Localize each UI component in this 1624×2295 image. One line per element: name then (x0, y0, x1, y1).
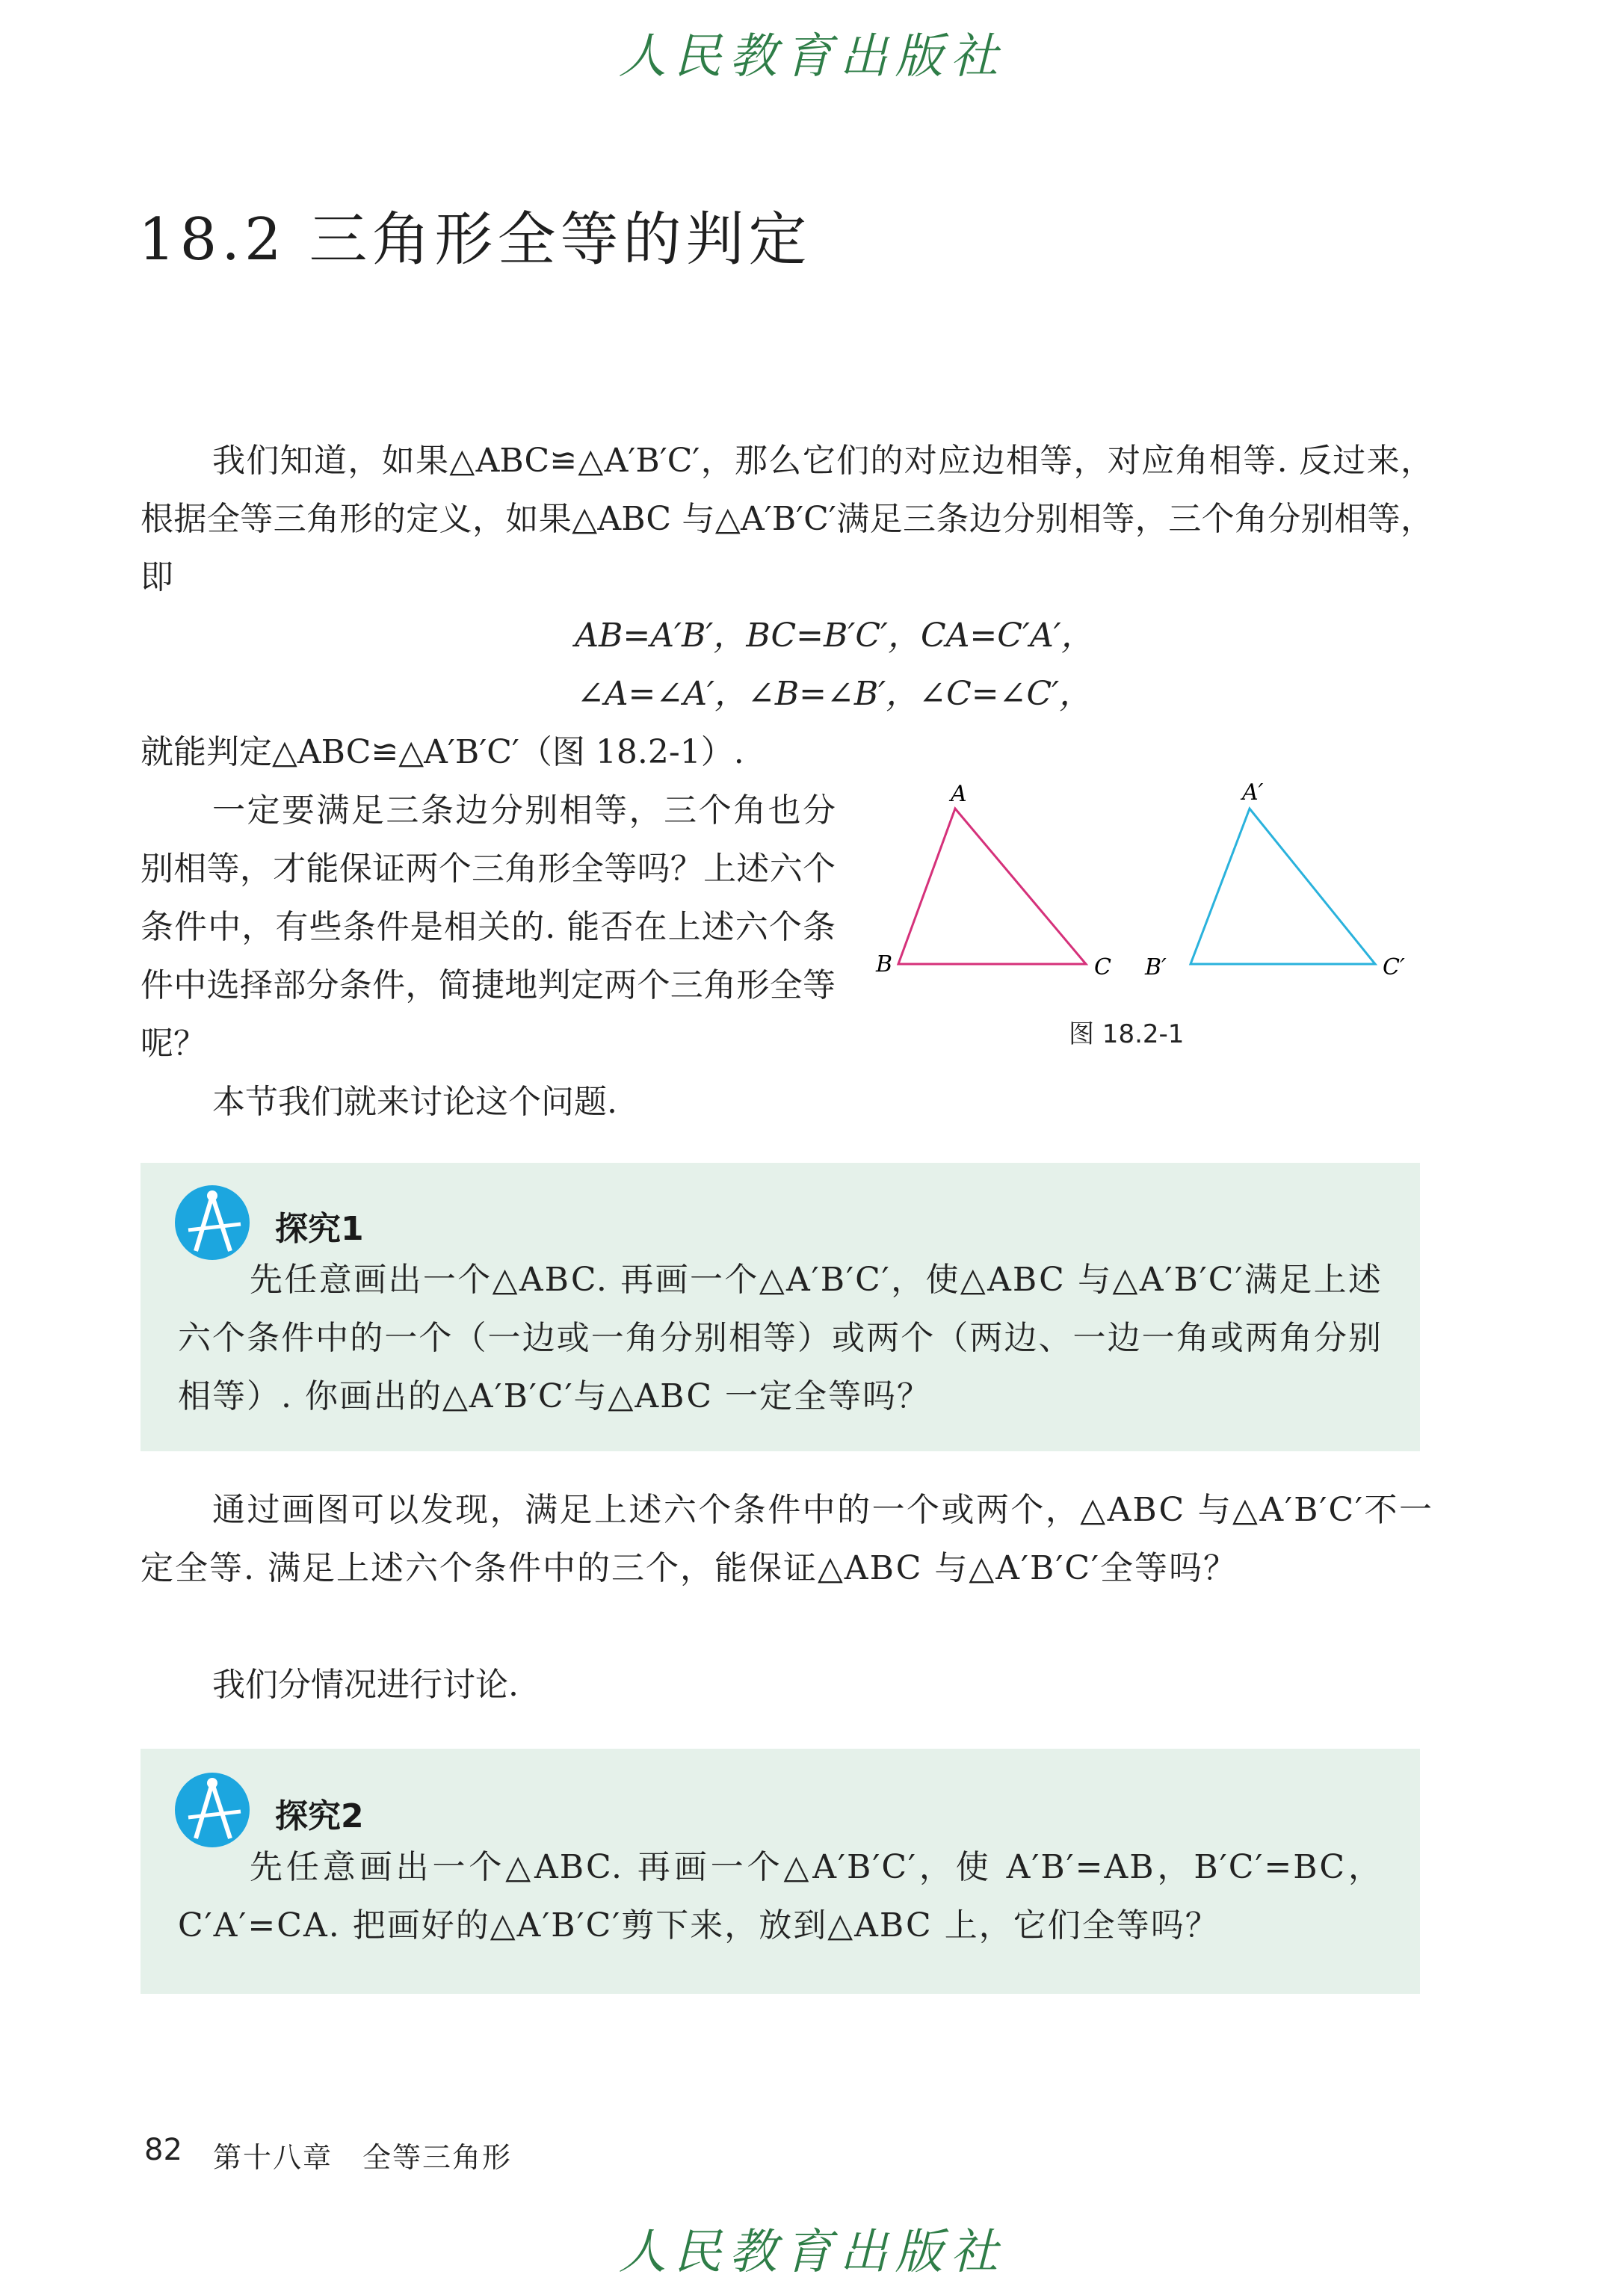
figure-18-2-1 (859, 770, 1427, 1054)
intro-paragraph-1: 我们知道，如果△ABC≌△A′B′C′，那么它们的对应边相等，对应角相等. 反过来，根据全等三角形的定义，如果△ABC 与△A′B′C′满足三条边分别相等，三个角分别相等，即 (141, 442, 1433, 596)
label-c: C (1094, 954, 1111, 980)
triangle-abc (898, 809, 1086, 964)
label-c-prime: C′ (1383, 954, 1405, 980)
label-b: B (876, 951, 893, 977)
middle-paragraph-2: 我们分情况进行讨论. (212, 1666, 519, 1704)
label-a: A (951, 781, 967, 807)
publisher-watermark-bottom: 人民教育出版社 (618, 2225, 1006, 2280)
explore-text-2: 先任意画出一个△ABC. 再画一个△A′B′C′，使 A′B′=AB，B′C′=BC，C′A′=CA. 把画好的△A′B′C′剪下来，放到△ABC 上，它们全等吗？ (178, 1848, 1383, 1945)
compass-icon (175, 1773, 250, 1847)
figure-caption: 图 18.2-1 (1069, 1019, 1185, 1049)
formula-angles: ∠A=∠A′，∠B=∠B′，∠C=∠C′， (576, 675, 1093, 713)
triangle-a-prime-b-prime-c-prime (1191, 809, 1375, 964)
publisher-watermark-top: 人民教育出版社 (618, 29, 1006, 84)
chapter-label: 第十八章 全等三角形 (213, 2141, 513, 2174)
explore-heading-1: 探究1 (275, 1210, 364, 1248)
explore-text-1: 先任意画出一个△ABC. 再画一个△A′B′C′，使△ABC 与△A′B′C′满足上述六个条件中的一个（一边或一角分别相等）或两个（两边、一边一角或两角分别相等）. 你画出的△A′B′C′与△ABC 一定全等吗？ (178, 1261, 1383, 1415)
section-title: 18.2 三角形全等的判定 (138, 206, 812, 274)
explore-box-2 (141, 1749, 1420, 1994)
explore-heading-2: 探究2 (275, 1797, 364, 1835)
compass-icon (175, 1185, 250, 1260)
page-number: 82 (144, 2133, 182, 2167)
intro-paragraph-4: 本节我们就来讨论这个问题. (212, 1083, 617, 1121)
label-b-prime: B′ (1145, 954, 1167, 980)
explore-box-1 (141, 1163, 1420, 1451)
intro-paragraph-3: 一定要满足三条边分别相等，三个角也分别相等，才能保证两个三角形全等吗？上述六个条件中，有些条件是相关的. 能否在上述六个条件中选择部分条件，简捷地判定两个三角形全等呢？ (141, 791, 836, 1063)
intro-paragraph-2: 就能判定△ABC≌△A′B′C′（图 18.2-1）. (141, 733, 744, 771)
label-a-prime: A′ (1242, 779, 1264, 806)
formula-sides: AB=A′B′，BC=B′C′，CA=C′A′， (575, 617, 1094, 655)
middle-paragraph-1: 通过画图可以发现，满足上述六个条件中的一个或两个，△ABC 与△A′B′C′不一定全等. 满足上述六个条件中的三个，能保证△ABC 与△A′B′C′全等吗？ (141, 1491, 1433, 1587)
